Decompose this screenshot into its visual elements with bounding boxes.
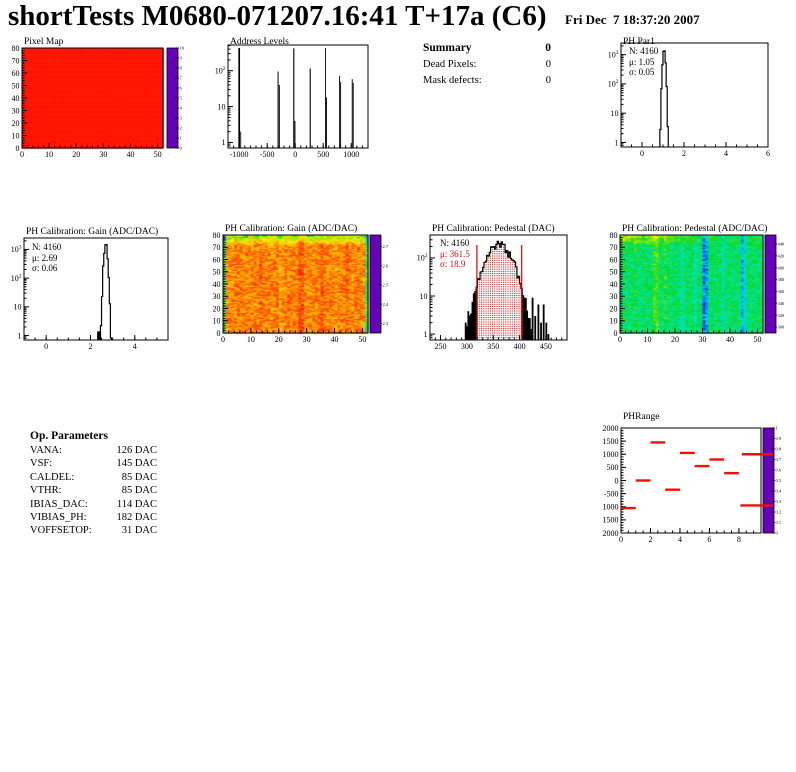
svg-text:1000: 1000 <box>343 150 360 159</box>
svg-text:1: 1 <box>614 138 619 148</box>
svg-text:400: 400 <box>777 265 785 271</box>
svg-text:30: 30 <box>212 292 221 302</box>
svg-text:4: 4 <box>132 342 137 351</box>
pedestal-histogram-plot <box>408 222 575 357</box>
svg-text:1: 1 <box>179 135 182 141</box>
stat-n: N: 4160 <box>440 238 470 248</box>
svg-text:1500: 1500 <box>602 515 619 525</box>
svg-text:350: 350 <box>487 342 500 351</box>
svg-text:0: 0 <box>216 328 221 338</box>
param-label: CALDEL: <box>30 471 75 483</box>
param-label: IBIAS_DAC: <box>30 498 88 510</box>
svg-text:-500: -500 <box>259 150 275 159</box>
stat-mu: μ: 1.05 <box>629 56 655 67</box>
svg-text:10: 10 <box>13 302 22 312</box>
svg-text:360: 360 <box>777 289 785 295</box>
svg-text:10: 10 <box>419 291 428 301</box>
svg-text:50: 50 <box>609 267 618 277</box>
svg-text:3: 3 <box>179 115 182 121</box>
svg-text:0: 0 <box>293 150 298 159</box>
op-parameters-title: Op. Parameters <box>30 430 108 442</box>
svg-text:2000: 2000 <box>602 528 619 538</box>
svg-text:10: 10 <box>643 335 652 344</box>
summary-block <box>423 42 551 90</box>
param-value: 85 DAC <box>121 471 157 483</box>
stat-sigma: σ: 0.05 <box>629 67 655 77</box>
svg-text:0.4: 0.4 <box>775 488 782 494</box>
svg-text:8: 8 <box>179 65 182 71</box>
svg-text:0.6: 0.6 <box>775 467 782 473</box>
svg-text:30: 30 <box>698 335 707 344</box>
svg-text:320: 320 <box>777 312 785 318</box>
param-label: VOFFSETOP: <box>30 525 92 537</box>
stat-mu: μ: 2.69 <box>32 252 58 263</box>
param-label: VSF: <box>30 458 53 470</box>
svg-text:440: 440 <box>777 241 785 247</box>
svg-text:10: 10 <box>45 150 54 159</box>
address-levels-plot <box>205 38 375 166</box>
page-title: shortTests M0680-071207.16:41 T+17a (C6) <box>8 0 547 32</box>
svg-text:2.5: 2.5 <box>382 282 389 288</box>
svg-text:0.3: 0.3 <box>775 499 782 505</box>
plot-title: PHRange <box>623 412 660 422</box>
svg-text:20: 20 <box>671 335 679 344</box>
svg-text:102: $10^2$ <box>214 65 226 76</box>
plot-title: PH Calibration: Gain (ADC/DAC) <box>26 227 159 237</box>
svg-text:50: 50 <box>212 267 221 277</box>
param-value: 85 DAC <box>121 485 157 497</box>
svg-text:0: 0 <box>613 328 618 338</box>
plot-title: PH Calibration: Pedestal (DAC) <box>432 224 555 234</box>
param-value: 114 DAC <box>116 498 157 510</box>
svg-text:0.7: 0.7 <box>775 457 782 463</box>
svg-text:-500: -500 <box>603 489 619 499</box>
svg-text:0: 0 <box>179 145 182 151</box>
svg-text:10: 10 <box>212 316 221 326</box>
svg-text:70: 70 <box>212 243 221 253</box>
ph-range-axes <box>600 408 796 553</box>
svg-text:6: 6 <box>179 85 182 91</box>
param-label: VANA: <box>30 445 62 456</box>
param-value: 182 DAC <box>116 511 157 523</box>
svg-text:2.4: 2.4 <box>382 301 389 307</box>
stat-mu: μ: 361.5 <box>440 248 470 259</box>
svg-text:0.2: 0.2 <box>775 509 782 515</box>
svg-text:40: 40 <box>126 150 135 159</box>
svg-text:1: 1 <box>775 425 778 431</box>
svg-text:80: 80 <box>212 230 221 240</box>
gain-map-axes <box>208 222 405 357</box>
svg-text:340: 340 <box>777 300 785 306</box>
svg-text:7: 7 <box>179 75 182 81</box>
svg-text:250: 250 <box>434 342 447 351</box>
svg-text:20: 20 <box>72 150 81 159</box>
plot-title: PH Calibration: Gain (ADC/DAC) <box>225 224 358 234</box>
svg-text:40: 40 <box>212 279 221 289</box>
svg-text:50: 50 <box>753 335 762 344</box>
svg-text:50: 50 <box>11 81 20 91</box>
svg-text:30: 30 <box>11 106 20 116</box>
svg-text:-1000: -1000 <box>229 150 249 159</box>
svg-text:0: 0 <box>15 143 20 153</box>
svg-text:300: 300 <box>777 324 785 330</box>
svg-text:30: 30 <box>609 292 618 302</box>
svg-text:60: 60 <box>609 255 618 265</box>
svg-text:30: 30 <box>99 150 108 159</box>
gain-histogram-axes <box>0 222 205 357</box>
svg-text:0: 0 <box>221 335 225 344</box>
svg-text:1: 1 <box>17 331 22 341</box>
stats-box <box>629 46 658 78</box>
svg-text:0: 0 <box>619 535 623 544</box>
svg-text:60: 60 <box>212 255 221 265</box>
svg-text:20: 20 <box>11 118 20 128</box>
svg-text:0.5: 0.5 <box>775 478 782 484</box>
svg-text:420: 420 <box>777 253 785 259</box>
stat-n: N: 4160 <box>32 242 62 252</box>
svg-text:0.9: 0.9 <box>775 436 782 442</box>
svg-text:10: 10 <box>179 45 184 51</box>
svg-text:5: 5 <box>179 95 182 101</box>
svg-text:60: 60 <box>11 68 20 78</box>
svg-text:0: 0 <box>614 476 619 486</box>
pedestal-map-plot <box>604 222 796 357</box>
svg-text:1500: 1500 <box>602 436 619 446</box>
svg-text:2: 2 <box>648 535 653 544</box>
svg-text:20: 20 <box>212 304 221 314</box>
param-value: 126 DAC <box>116 445 157 456</box>
svg-text:2000: 2000 <box>602 423 619 433</box>
svg-text:380: 380 <box>777 277 785 283</box>
dead-pixels-label: Dead Pixels: <box>423 59 477 70</box>
param-label: VTHR: <box>30 485 62 497</box>
mask-defects-value: 0 <box>545 74 551 86</box>
svg-text:4: 4 <box>677 535 682 544</box>
svg-text:40: 40 <box>11 93 20 103</box>
svg-text:10: 10 <box>610 108 619 118</box>
svg-text:20: 20 <box>274 335 283 344</box>
svg-text:102: $10^2$ <box>607 79 619 89</box>
svg-text:70: 70 <box>609 243 618 253</box>
address-levels-axes <box>205 38 375 166</box>
param-label: VIBIAS_PH: <box>30 511 87 523</box>
svg-text:2.3: 2.3 <box>382 320 389 326</box>
svg-text:2: 2 <box>682 149 686 158</box>
plot-title: PH Par1 <box>623 37 655 47</box>
svg-text:8: 8 <box>736 535 741 544</box>
pedestal-map-axes <box>604 222 796 357</box>
svg-text:500: 500 <box>606 463 619 473</box>
ph-par1-plot <box>600 38 796 166</box>
svg-text:300: 300 <box>460 342 473 351</box>
svg-text:20: 20 <box>609 304 618 314</box>
svg-text:80: 80 <box>609 230 618 240</box>
svg-text:40: 40 <box>726 335 734 344</box>
gain-histogram-plot <box>0 222 205 357</box>
svg-text:6: 6 <box>766 149 770 158</box>
svg-text:0: 0 <box>20 150 24 159</box>
svg-text:0: 0 <box>775 530 778 536</box>
svg-text:0: 0 <box>618 335 622 344</box>
svg-text:9: 9 <box>179 55 182 61</box>
svg-text:2.7: 2.7 <box>382 244 389 250</box>
svg-text:6: 6 <box>707 535 712 544</box>
svg-text:1000: 1000 <box>602 502 619 512</box>
svg-text:10: 10 <box>217 102 226 112</box>
svg-text:102: $10^2$ <box>416 253 428 263</box>
svg-text:0.1: 0.1 <box>775 520 782 526</box>
stat-n: N: 4160 <box>629 46 659 56</box>
timestamp: Fri Dec 7 18:37:20 2007 <box>565 12 700 27</box>
param-value: 31 DAC <box>121 525 157 537</box>
svg-text:70: 70 <box>11 56 20 66</box>
svg-text:0.8: 0.8 <box>775 446 782 452</box>
plot-title: Pixel Map <box>24 37 64 47</box>
svg-text:1: 1 <box>423 329 428 339</box>
plot-title: PH Calibration: Pedestal (ADC/DAC) <box>622 224 768 234</box>
svg-text:103: $10^3$ <box>607 49 619 60</box>
pedestal-histogram-axes <box>408 222 575 357</box>
svg-text:500: 500 <box>317 150 330 159</box>
mask-defects-label: Mask defects: <box>423 74 482 86</box>
svg-text:400: 400 <box>513 342 526 351</box>
svg-text:450: 450 <box>539 342 552 351</box>
svg-text:1: 1 <box>221 138 226 148</box>
svg-text:0: 0 <box>44 342 49 351</box>
svg-text:2.6: 2.6 <box>382 263 389 269</box>
pixel-map-axes <box>0 38 200 166</box>
svg-text:102: $10^2$ <box>10 273 22 283</box>
plot-title: Address Levels <box>230 37 289 47</box>
svg-text:0: 0 <box>640 149 644 158</box>
svg-text:50: 50 <box>358 335 367 344</box>
svg-text:2: 2 <box>179 125 182 131</box>
summary-value: 0 <box>545 42 551 54</box>
dead-pixels-value: 0 <box>545 59 551 70</box>
stats-box <box>440 238 470 270</box>
pixel-map-plot <box>0 38 200 166</box>
stat-sigma: σ: 0.06 <box>32 263 58 273</box>
ph-range-plot <box>600 408 796 553</box>
svg-text:50: 50 <box>153 150 162 159</box>
svg-text:10: 10 <box>11 131 20 141</box>
stat-sigma: σ: 18.9 <box>440 259 466 269</box>
svg-text:40: 40 <box>609 279 618 289</box>
svg-text:10: 10 <box>609 316 618 326</box>
stats-box <box>32 242 61 274</box>
svg-text:4: 4 <box>724 149 728 158</box>
svg-text:4: 4 <box>179 105 182 111</box>
op-parameters-block <box>30 430 157 539</box>
svg-text:103: $10^3$ <box>10 244 22 255</box>
svg-text:30: 30 <box>302 335 311 344</box>
svg-text:10: 10 <box>246 335 255 344</box>
svg-text:2: 2 <box>88 342 93 351</box>
gain-map-plot <box>208 222 405 357</box>
svg-text:40: 40 <box>330 335 339 344</box>
param-value: 145 DAC <box>116 458 157 470</box>
svg-text:1000: 1000 <box>602 450 619 460</box>
summary-title: Summary <box>423 42 472 54</box>
svg-text:80: 80 <box>11 43 20 53</box>
